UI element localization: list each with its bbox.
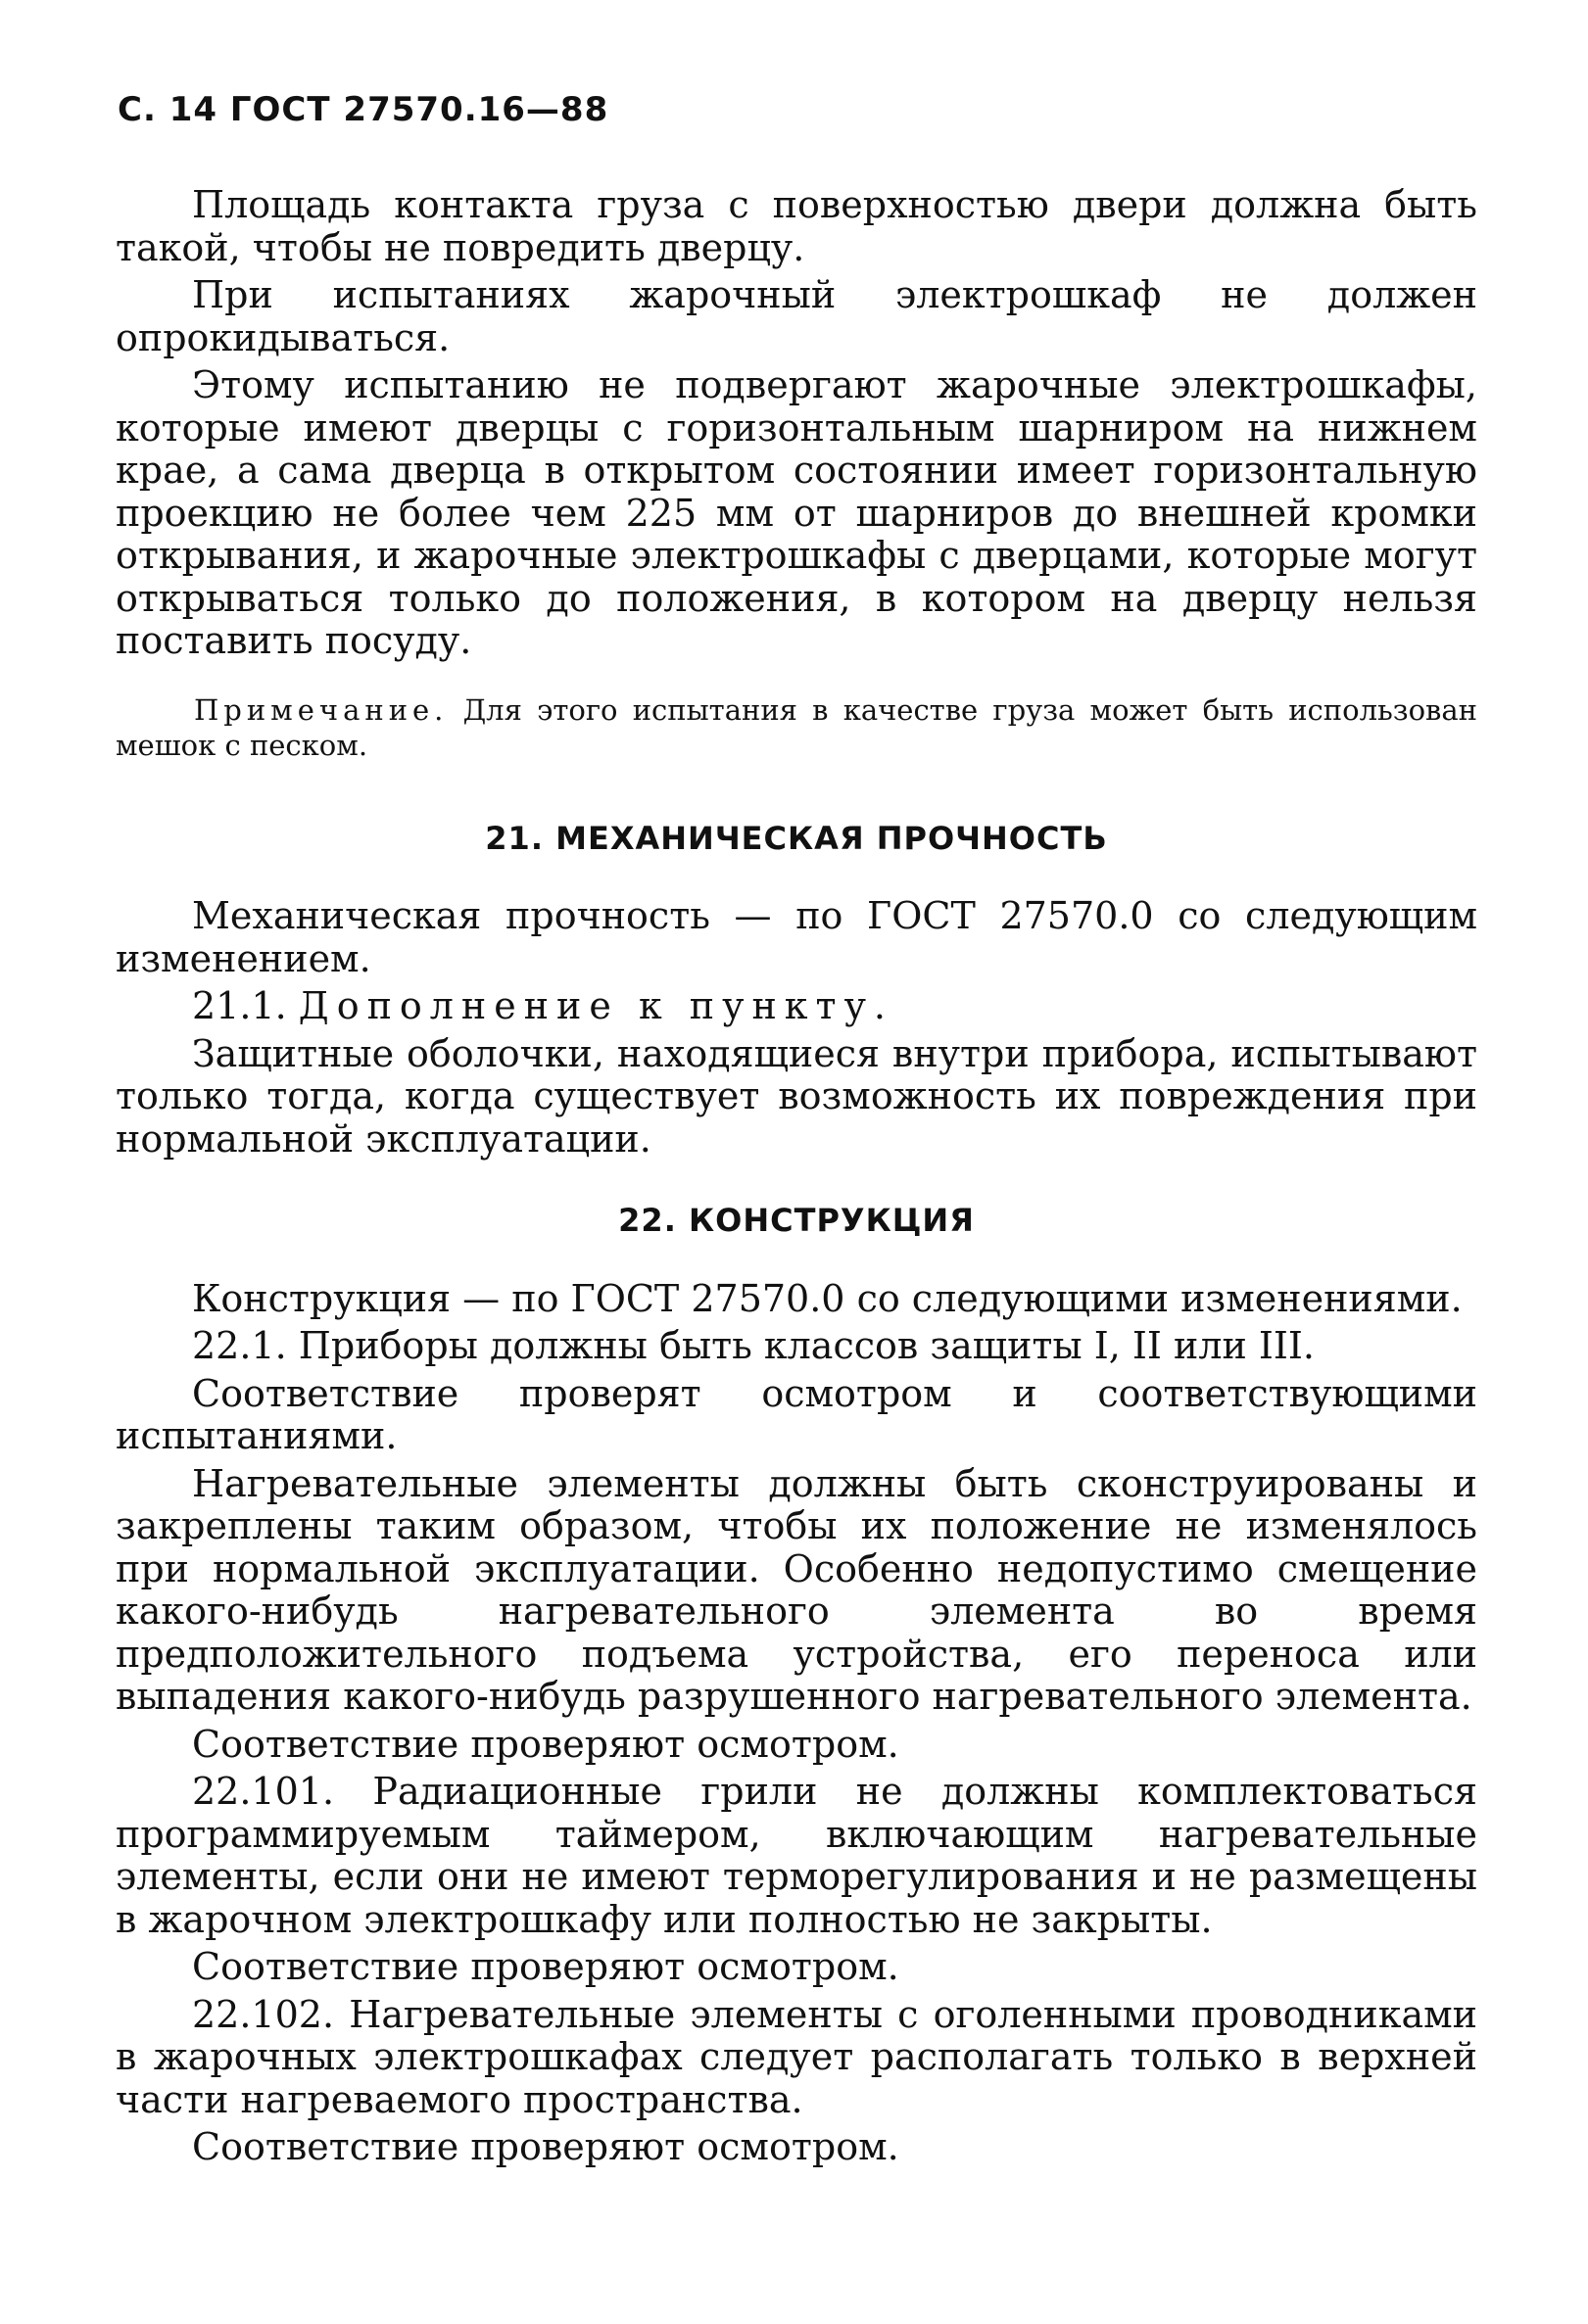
clause-21-1	[116, 985, 1477, 1028]
section-22-paragraph-9: Соответствие проверяют осмотром.	[192, 2125, 899, 2168]
section-22-paragraph-3: Соответствие проверят осмотром и соответствующими испытаниями.	[116, 1371, 1477, 1457]
note	[116, 692, 1477, 763]
section-22-paragraph-7: Соответствие проверяют осмотром.	[192, 1945, 899, 1988]
section-22-paragraph-1: Конструкция — по ГОСТ 27570.0 со следующими изменениями.	[192, 1276, 1463, 1320]
note-text: Для этого испытания в качестве груза может быть использован мешок с песком.	[116, 692, 1477, 762]
clause-22-102: 22.102. Нагревательные элементы с оголенными проводниками в жарочных электрошкафах следует располагать только в верхней части нагреваемого пространства.	[116, 1992, 1477, 2121]
note-label: Примечание.	[194, 692, 449, 727]
paragraph-no-tipping: При испытаниях жарочный электрошкаф не должен опрокидываться.	[116, 273, 1477, 359]
paragraph-exemption: Этому испытанию не подвергают жарочные электрошкафы, которые имеют дверцы с горизонтальным шарниром на нижнем крае, а сама дверца в открытом состоянии имеет горизонтальную проекцию не более чем 225 мм от шарниров до внешней кромки открывания, и жарочные электрошкафы с дверцами, которые могут открываться только до положения, в котором на дверцу нельзя поставить посуду.	[116, 363, 1477, 662]
running-head: С. 14 ГОСТ 27570.16—88	[118, 90, 609, 129]
clause-22-1: 22.1. Приборы должны быть классов защиты I, II или III.	[192, 1324, 1315, 1367]
section-21-heading: 21. МЕХАНИЧЕСКАЯ ПРОЧНОСТЬ	[485, 819, 1108, 857]
clause-22-101: 22.101. Радиационные грили не должны комплектоваться программируемым таймером, включающим нагревательные элементы, если они не имеют терморегулирования и не размещены в жарочном электрошкафу или полностью не закрыты.	[116, 1770, 1477, 1941]
clause-21-1-number: 21.1.	[192, 984, 287, 1027]
section-22-paragraph-4: Нагревательные элементы должны быть сконструированы и закреплены таким образом, чтобы их положение не изменялось при нормальной эксплуатации. Особенно недопустимо смещение какого-нибудь нагревательного элемента во время предположительного подъема устройства, его переноса или выпадения какого-нибудь разрушенного нагревательного элемента.	[116, 1461, 1477, 1718]
section-21-paragraph-1: Механическая прочность — по ГОСТ 27570.0 со следующим изменением.	[116, 894, 1477, 980]
clause-21-1-title: Дополнение к пункту.	[298, 984, 894, 1027]
paragraph-contact-area: Площадь контакта груза с поверхностью двери должна быть такой, чтобы не повредить дверцу.	[116, 183, 1477, 269]
section-21-paragraph-2: Защитные оболочки, находящиеся внутри прибора, испытывают только тогда, когда существует возможность их повреждения при нормальной эксплуатации.	[116, 1031, 1477, 1161]
section-22-heading: 22. КОНСТРУКЦИЯ	[618, 1202, 975, 1239]
section-22-paragraph-5: Соответствие проверяют осмотром.	[192, 1722, 899, 1766]
document-body	[116, 184, 1477, 2174]
